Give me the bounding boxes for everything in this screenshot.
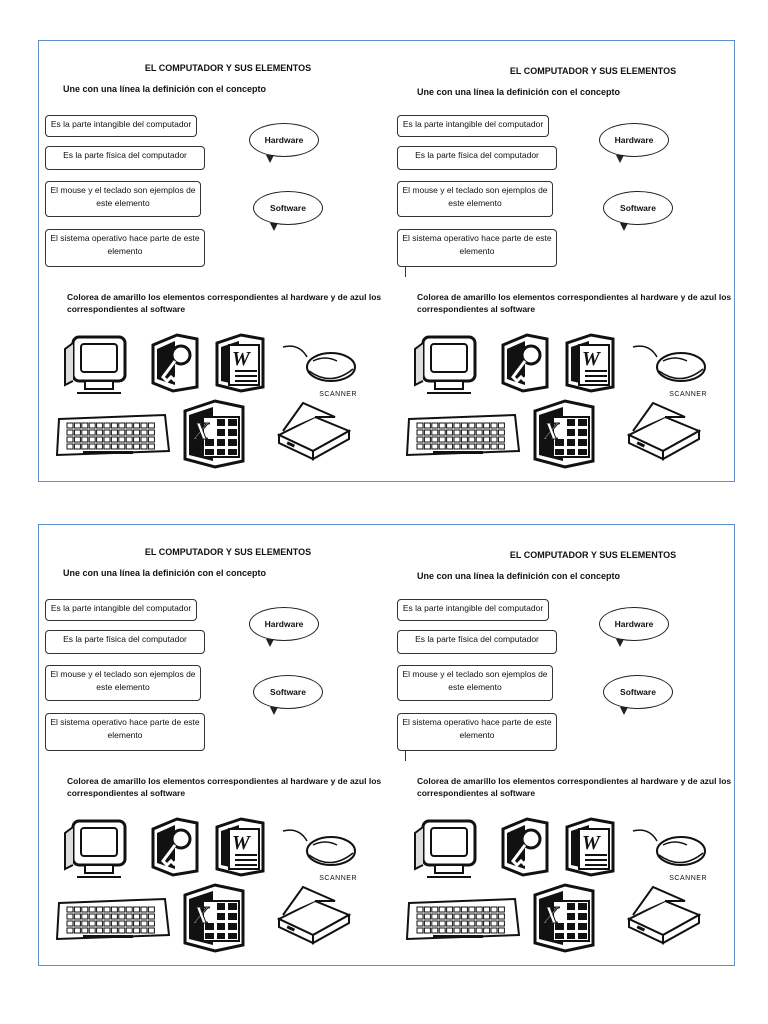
definition-box: El sistema operativo hace parte de este elemento [397,229,557,267]
word-document-icon [213,815,267,877]
definition-box: El sistema operativo hace parte de este elemento [397,713,557,751]
sheet-top [38,40,735,482]
monitor-icon [411,333,485,395]
svg-text:W: W [582,348,600,370]
definition-box: Es la parte física del computador [45,146,205,170]
worksheet-left [43,525,383,965]
definition-box: El mouse y el teclado son ejemplos de este elemento [45,181,201,217]
scanner-icon [619,875,707,951]
match-instruction: Une con una línea la definición con el concepto [417,571,621,581]
access-key-icon [497,815,553,877]
svg-text:X: X [193,419,210,445]
word-document-icon [213,331,267,393]
monitor-icon [61,817,135,879]
mouse-icon [279,823,359,873]
concept-bubble-software: Software [253,675,323,709]
definition-box: El mouse y el teclado son ejemplos de este elemento [397,665,553,701]
definition-box: Es la parte física del computador [397,146,557,170]
word-document-icon [563,815,617,877]
worksheet-title: EL COMPUTADOR Y SUS ELEMENTOS [144,63,312,73]
definition-box: Es la parte intangible del computador [397,115,549,137]
keyboard-icon [403,407,521,459]
access-key-icon [147,815,203,877]
excel-icon [181,397,247,469]
concept-bubble-hardware: Hardware [599,123,669,157]
keyboard-icon [403,891,521,943]
mouse-icon [279,339,359,389]
definition-box: El sistema operativo hace parte de este elemento [45,713,205,751]
color-instruction: Colorea de amarillo los elementos correspondientes al hardware y de azul los correspondientes al software [417,776,732,798]
worksheet-title: EL COMPUTADOR Y SUS ELEMENTOS [509,550,677,560]
concept-bubble-hardware: Hardware [249,607,319,641]
scanner-label: SCANNER [669,391,707,398]
scanner-icon [619,391,707,467]
word-document-icon [563,331,617,393]
match-instruction: Une con una línea la definición con el concepto [63,568,267,578]
definition-box: El mouse y el teclado son ejemplos de este elemento [397,181,553,217]
color-instruction: Colorea de amarillo los elementos correspondientes al hardware y de azul los correspondientes al software [67,776,382,798]
definition-box: El sistema operativo hace parte de este elemento [45,229,205,267]
pencil-mark [405,751,406,761]
match-instruction: Une con una línea la definición con el concepto [417,87,621,97]
color-instruction: Colorea de amarillo los elementos correspondientes al hardware y de azul los correspondientes al software [67,292,382,314]
mouse-icon [629,339,709,389]
svg-text:X: X [193,903,210,929]
access-key-icon [497,331,553,393]
access-key-icon [147,331,203,393]
worksheet-right [393,525,733,965]
svg-text:X: X [543,903,560,929]
svg-text:X: X [543,419,560,445]
sheet-bottom [38,524,735,966]
definition-box: Es la parte intangible del computador [397,599,549,621]
mouse-icon [629,823,709,873]
worksheet-title: EL COMPUTADOR Y SUS ELEMENTOS [509,66,677,76]
scanner-label: SCANNER [669,875,707,882]
concept-bubble-software: Software [253,191,323,225]
scanner-icon [269,391,357,467]
excel-icon [181,881,247,953]
definition-box: Es la parte física del computador [45,630,205,654]
definition-box: Es la parte intangible del computador [45,599,197,621]
definition-box: Es la parte física del computador [397,630,557,654]
worksheet-title: EL COMPUTADOR Y SUS ELEMENTOS [144,547,312,557]
monitor-icon [411,817,485,879]
color-instruction: Colorea de amarillo los elementos correspondientes al hardware y de azul los correspondientes al software [417,292,732,314]
svg-text:W: W [232,832,250,854]
definition-box: El mouse y el teclado son ejemplos de este elemento [45,665,201,701]
svg-text:W: W [232,348,250,370]
keyboard-icon [53,407,171,459]
pencil-mark [405,267,406,277]
excel-icon [531,397,597,469]
worksheet-left [43,41,383,481]
excel-icon [531,881,597,953]
match-instruction: Une con una línea la definición con el concepto [63,84,267,94]
definition-box: Es la parte intangible del computador [45,115,197,137]
concept-bubble-hardware: Hardware [249,123,319,157]
scanner-label: SCANNER [319,391,357,398]
concept-bubble-software: Software [603,675,673,709]
monitor-icon [61,333,135,395]
worksheet-right [393,41,733,481]
scanner-label: SCANNER [319,875,357,882]
svg-text:W: W [582,832,600,854]
concept-bubble-software: Software [603,191,673,225]
scanner-icon [269,875,357,951]
keyboard-icon [53,891,171,943]
concept-bubble-hardware: Hardware [599,607,669,641]
